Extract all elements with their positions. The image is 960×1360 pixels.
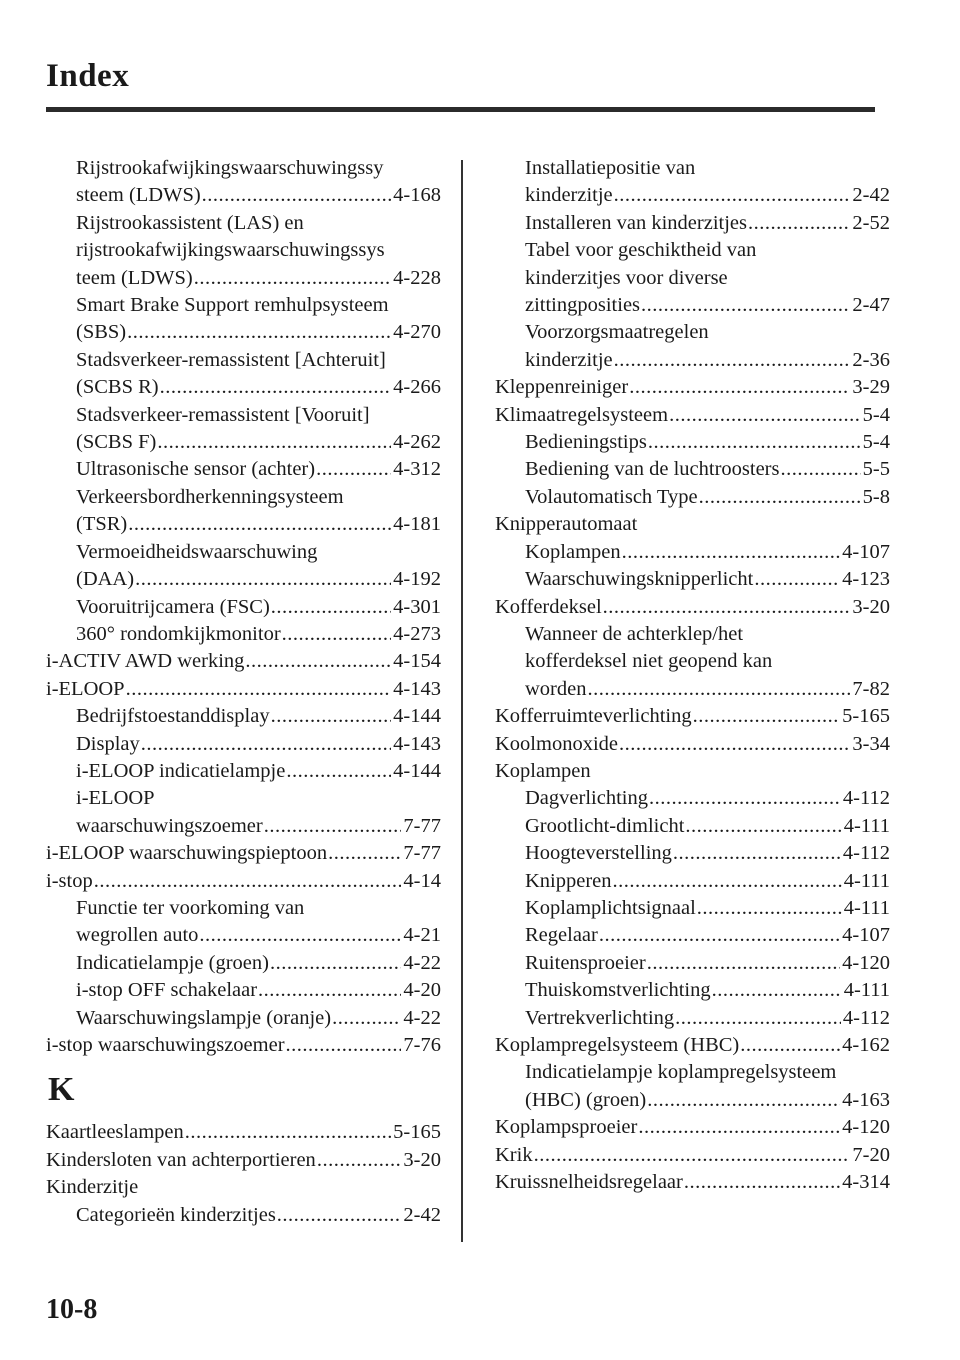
page-reference: 5-4 <box>862 431 890 454</box>
page-reference: 4-262 <box>393 431 441 454</box>
entry-term: Kaartleeslampen <box>46 1121 184 1144</box>
entry-term: Functie ter voorkoming van <box>76 896 305 919</box>
dot-leader <box>602 594 851 621</box>
index-entry <box>495 1114 890 1141</box>
index-subentry <box>495 1059 890 1086</box>
index-subentry <box>495 155 890 182</box>
page-reference: 4-181 <box>393 513 441 536</box>
page-reference: 3-20 <box>403 1148 441 1171</box>
index-entry <box>46 840 441 867</box>
index-entry <box>495 703 890 730</box>
index-subentry <box>495 813 890 840</box>
dot-leader <box>747 210 850 237</box>
index-column-left <box>46 155 441 1229</box>
entry-term: kinderzitje <box>525 348 613 371</box>
entry-term: Knipperautomaat <box>495 513 638 536</box>
page-reference: 5-5 <box>862 458 890 481</box>
page-reference: 7-76 <box>403 1034 441 1056</box>
page-reference: 7-20 <box>852 1143 890 1166</box>
index-subentry <box>495 895 890 922</box>
entry-term: Stadsverkeer-remassistent [Achteruit] <box>76 348 386 371</box>
index-subentry <box>495 922 890 949</box>
page-reference: 4-144 <box>393 759 441 782</box>
entry-term: i-stop OFF schakelaar <box>76 979 258 1002</box>
dot-leader <box>316 1147 402 1174</box>
entry-term: Categorieën kinderzitjes <box>76 1203 276 1226</box>
index-entry <box>46 1032 441 1059</box>
dot-leader <box>331 1005 401 1032</box>
page-reference: 4-312 <box>393 458 441 481</box>
index-subentry <box>46 429 441 456</box>
index-entry <box>46 648 441 675</box>
entry-term: (HBC) (groen) <box>525 1088 647 1111</box>
dot-leader <box>598 922 840 949</box>
entry-term: Voorzorgsmaatregelen <box>525 321 709 344</box>
page-reference: 4-301 <box>393 595 441 618</box>
entry-term: Koplampsproeier <box>495 1116 638 1139</box>
entry-term: steem (LDWS) <box>76 184 201 207</box>
dot-leader <box>739 1032 840 1059</box>
page-reference: 5-165 <box>842 705 890 728</box>
index-subentry <box>46 813 441 840</box>
dot-leader <box>646 950 840 977</box>
page-reference: 7-77 <box>403 814 441 837</box>
entry-term: Kruissnelheidsregelaar <box>495 1171 683 1194</box>
dot-leader <box>668 402 861 429</box>
dot-leader <box>315 456 391 483</box>
index-subentry <box>495 566 890 593</box>
index-subentry <box>46 785 441 812</box>
page-reference: 4-22 <box>403 1006 441 1029</box>
entry-term: Vermoeidheidswaarschuwing <box>76 540 318 563</box>
entry-term: Volautomatisch Type <box>525 485 698 508</box>
index-entry <box>495 758 890 785</box>
dot-leader <box>198 922 401 949</box>
page-reference: 5-8 <box>862 485 890 508</box>
entry-term: Kleppenreiniger <box>495 376 629 399</box>
page-reference: 2-36 <box>852 348 890 371</box>
index-subentry <box>495 292 890 319</box>
page-reference: 4-111 <box>843 869 890 892</box>
index-entry <box>495 731 890 758</box>
entry-term: Vertrekverlichting <box>525 1006 675 1029</box>
entry-term: Smart Brake Support remhulpsysteem <box>76 294 389 317</box>
dot-leader <box>621 539 841 566</box>
page-reference: 4-112 <box>842 1006 890 1029</box>
index-subentry <box>495 840 890 867</box>
index-subentry <box>46 265 441 292</box>
index-subentry <box>46 210 441 237</box>
entry-term: Bediening van de luchtroosters <box>525 458 780 481</box>
entry-term: Indicatielampje (groen) <box>76 951 269 974</box>
dot-leader <box>263 813 402 840</box>
entry-term: (TSR) <box>76 513 128 536</box>
entry-term: i-stop waarschuwingszoemer <box>46 1034 285 1056</box>
entry-term: wegrollen auto <box>76 924 199 947</box>
index-subentry <box>46 758 441 785</box>
entry-term: Rijstrookafwijkingswaarschuwingssy <box>76 157 384 179</box>
dot-leader <box>156 429 391 456</box>
entry-term: i-ELOOP indicatielampje <box>76 759 286 782</box>
entry-term: Grootlicht-dimlicht <box>525 814 685 837</box>
index-subentry <box>495 237 890 264</box>
page-reference: 7-82 <box>852 677 890 700</box>
page-reference: 4-192 <box>393 568 441 591</box>
dot-leader <box>674 1005 841 1032</box>
entry-term: i-ELOOP <box>76 787 155 810</box>
index-subentry <box>495 648 890 675</box>
page-reference: 4-228 <box>393 266 441 289</box>
dot-leader <box>711 977 842 1004</box>
index-subentry <box>495 1087 890 1114</box>
section-letter: K <box>48 1071 75 1109</box>
entry-term: Kofferruimteverlichting <box>495 705 692 728</box>
page-reference: 4-168 <box>393 184 441 207</box>
page-reference: 4-107 <box>842 540 890 563</box>
dot-leader <box>93 868 402 895</box>
dot-leader <box>612 868 842 895</box>
index-entry <box>495 1032 890 1059</box>
index-subentry <box>495 265 890 292</box>
entry-term: Vooruitrijcamera (FSC) <box>76 595 270 618</box>
page-reference: 4-111 <box>843 979 890 1002</box>
page-reference: 5-4 <box>862 403 890 426</box>
page-reference: 4-112 <box>842 787 890 810</box>
index-subentry <box>46 182 441 209</box>
dot-leader <box>159 374 392 401</box>
entry-term: Thuiskomstverlichting <box>525 979 711 1002</box>
entry-term: kofferdeksel niet geopend kan <box>525 650 773 673</box>
page-reference: 2-42 <box>852 184 890 207</box>
index-subentry <box>46 347 441 374</box>
dot-leader <box>134 566 391 593</box>
index-entry <box>495 1169 890 1196</box>
page-reference: 4-266 <box>393 376 441 399</box>
index-subentry <box>46 155 441 182</box>
index-subentry <box>495 484 890 511</box>
dot-leader <box>692 703 841 730</box>
page-reference: 4-163 <box>842 1088 890 1111</box>
page-title: Index <box>46 58 130 94</box>
entry-term: Koolmonoxide <box>495 732 618 755</box>
entry-term: teem (LDWS) <box>76 266 193 289</box>
header-rule <box>46 107 875 112</box>
index-subentry <box>46 237 441 264</box>
page-reference: 2-52 <box>852 211 890 234</box>
entry-term: Koplampregelsysteem (HBC) <box>495 1034 740 1056</box>
dot-leader <box>696 895 842 922</box>
page-reference: 4-144 <box>393 705 441 728</box>
index-entry <box>495 1142 890 1169</box>
dot-leader <box>753 566 840 593</box>
entry-term: waarschuwingszoemer <box>76 814 263 837</box>
entry-term: (SCBS F) <box>76 431 157 454</box>
entry-term: Kindersloten van achterportieren <box>46 1148 316 1171</box>
dot-leader <box>637 1114 840 1141</box>
page-reference: 3-34 <box>852 732 890 755</box>
dot-leader <box>683 1169 840 1196</box>
entry-term: Stadsverkeer-remassistent [Vooruit] <box>76 403 370 426</box>
index-entry <box>495 594 890 621</box>
entry-term: i-stop <box>46 869 93 892</box>
entry-term: Ruitensproeier <box>525 951 646 974</box>
page-reference: 4-123 <box>842 568 890 591</box>
dot-leader <box>201 182 392 209</box>
dot-leader <box>126 319 391 346</box>
entry-term: Waarschuwingslampje (oranje) <box>76 1006 332 1029</box>
entry-term: Bedieningstips <box>525 431 647 454</box>
index-subentry <box>495 539 890 566</box>
entry-term: Rijstrookassistent (LAS) en <box>76 211 304 234</box>
entry-term: kinderzitje <box>525 184 613 207</box>
page-reference: 4-143 <box>393 732 441 755</box>
index-subentry <box>495 950 890 977</box>
entry-term: Klimaatregelsysteem <box>495 403 669 426</box>
dot-leader <box>618 731 850 758</box>
index-subentry <box>495 785 890 812</box>
index-entry <box>495 402 890 429</box>
entry-term: zittingposities <box>525 294 641 317</box>
dot-leader <box>140 731 391 758</box>
entry-term: Installeren van kinderzitjes <box>525 211 747 234</box>
index-subentry <box>46 511 441 538</box>
index-subentry <box>46 456 441 483</box>
page-reference: 4-162 <box>842 1034 890 1056</box>
dot-leader <box>244 648 391 675</box>
entry-term: kinderzitjes voor diverse <box>525 266 728 289</box>
dot-leader <box>533 1142 851 1169</box>
entry-term: worden <box>525 677 587 700</box>
entry-term: Verkeersbordherkenningsysteem <box>76 485 344 508</box>
index-subentry <box>495 676 890 703</box>
page-reference: 5-165 <box>393 1121 441 1144</box>
index-subentry <box>495 319 890 346</box>
page-reference: 4-143 <box>393 677 441 700</box>
entry-term: Kinderzitje <box>46 1176 139 1199</box>
page-reference: 4-14 <box>403 869 441 892</box>
page-reference: 2-47 <box>852 294 890 317</box>
dot-leader <box>613 182 851 209</box>
index-subentry <box>495 182 890 209</box>
page-reference: 4-111 <box>843 814 890 837</box>
index-subentry <box>495 977 890 1004</box>
dot-leader <box>257 977 401 1004</box>
entry-term: Wanneer de achterklep/het <box>525 622 744 645</box>
index-column-right <box>495 155 890 1196</box>
entry-term: Krik <box>495 1143 533 1166</box>
entry-term: Waarschuwingsknipperlicht <box>525 568 754 591</box>
page-reference: 2-42 <box>403 1203 441 1226</box>
entry-term: Kofferdeksel <box>495 595 602 618</box>
index-subentry <box>46 292 441 319</box>
index-entry <box>46 1174 441 1201</box>
index-subentry <box>46 374 441 401</box>
index-entry <box>495 511 890 538</box>
dot-leader <box>646 1087 840 1114</box>
dot-leader <box>640 292 850 319</box>
dot-leader <box>628 374 850 401</box>
dot-leader <box>184 1119 391 1146</box>
page-reference: 4-120 <box>842 1116 890 1139</box>
dot-leader <box>672 840 841 867</box>
dot-leader <box>779 456 860 483</box>
dot-leader <box>281 621 392 648</box>
index-subentry <box>46 950 441 977</box>
dot-leader <box>647 429 861 456</box>
index-subentry <box>46 703 441 730</box>
entry-term: Ultrasonische sensor (achter) <box>76 458 316 481</box>
entry-term: Koplampen <box>525 540 621 563</box>
page-reference: 3-29 <box>852 376 890 399</box>
entry-term: (SBS) <box>76 321 127 344</box>
entry-term: (DAA) <box>76 568 135 591</box>
dot-leader <box>648 785 841 812</box>
page-number: 10-8 <box>46 1294 98 1325</box>
page-reference: 4-112 <box>842 842 890 865</box>
index-subentry <box>46 539 441 566</box>
entry-term: i-ELOOP waarschuwingspieptoon <box>46 842 328 865</box>
dot-leader <box>269 950 401 977</box>
dot-leader <box>276 1202 402 1229</box>
index-entry <box>495 374 890 401</box>
index-subentry <box>46 484 441 511</box>
index-subentry <box>46 1202 441 1229</box>
dot-leader <box>698 484 861 511</box>
index-subentry <box>46 566 441 593</box>
index-subentry <box>46 621 441 648</box>
index-subentry <box>495 347 890 374</box>
index-subentry <box>495 1005 890 1032</box>
entry-term: (SCBS R) <box>76 376 159 399</box>
index-entry <box>46 868 441 895</box>
dot-leader <box>125 676 392 703</box>
page-reference: 7-77 <box>403 842 441 865</box>
entry-term: rijstrookafwijkingswaarschuwingssys <box>76 239 385 262</box>
entry-term: Installatiepositie van <box>525 157 696 179</box>
index-subentry <box>495 429 890 456</box>
entry-term: Display <box>76 732 140 755</box>
page-reference: 4-120 <box>842 951 890 974</box>
index-subentry <box>46 922 441 949</box>
page-reference: 4-273 <box>393 622 441 645</box>
column-divider <box>461 160 463 1242</box>
dot-leader <box>193 265 391 292</box>
dot-leader <box>684 813 841 840</box>
dot-leader <box>127 511 391 538</box>
index-entry <box>46 1147 441 1174</box>
dot-leader <box>327 840 401 867</box>
dot-leader <box>285 1032 402 1059</box>
dot-leader <box>270 703 392 730</box>
entry-term: Tabel voor geschiktheid van <box>525 239 757 262</box>
index-subentry <box>495 621 890 648</box>
entry-term: Koplamplichtsignaal <box>525 896 696 919</box>
dot-leader <box>586 676 850 703</box>
entry-term: 360° rondomkijkmonitor <box>76 622 281 645</box>
page-reference: 4-111 <box>843 896 890 919</box>
index-entry <box>46 1119 441 1146</box>
entry-term: Koplampen <box>495 759 591 782</box>
page-reference: 4-22 <box>403 951 441 974</box>
index-subentry <box>46 895 441 922</box>
page-reference: 4-270 <box>393 321 441 344</box>
entry-term: Regelaar <box>525 924 598 947</box>
index-subentry <box>495 456 890 483</box>
index-entry <box>46 676 441 703</box>
index-subentry <box>495 210 890 237</box>
entry-term: i-ACTIV AWD werking <box>46 650 245 673</box>
index-subentry <box>46 977 441 1004</box>
entry-term: i-ELOOP <box>46 677 125 700</box>
page-reference: 4-21 <box>403 924 441 947</box>
index-subentry <box>46 402 441 429</box>
entry-term: Knipperen <box>525 869 612 892</box>
page-reference: 3-20 <box>852 595 890 618</box>
index-subentry <box>46 594 441 621</box>
index-subentry <box>495 868 890 895</box>
entry-term: Bedrijfstoestanddisplay <box>76 705 270 728</box>
page-reference: 4-107 <box>842 924 890 947</box>
index-subentry <box>46 1005 441 1032</box>
entry-term: Hoogteverstelling <box>525 842 672 865</box>
entry-term: Dagverlichting <box>525 787 648 810</box>
page-reference: 4-154 <box>393 650 441 673</box>
entry-term: Indicatielampje koplampregelsysteem <box>525 1061 837 1084</box>
index-subentry <box>46 731 441 758</box>
index-subentry <box>46 319 441 346</box>
dot-leader <box>285 758 391 785</box>
dot-leader <box>613 347 851 374</box>
page-reference: 4-20 <box>403 979 441 1002</box>
dot-leader <box>270 594 391 621</box>
page-reference: 4-314 <box>842 1171 890 1194</box>
